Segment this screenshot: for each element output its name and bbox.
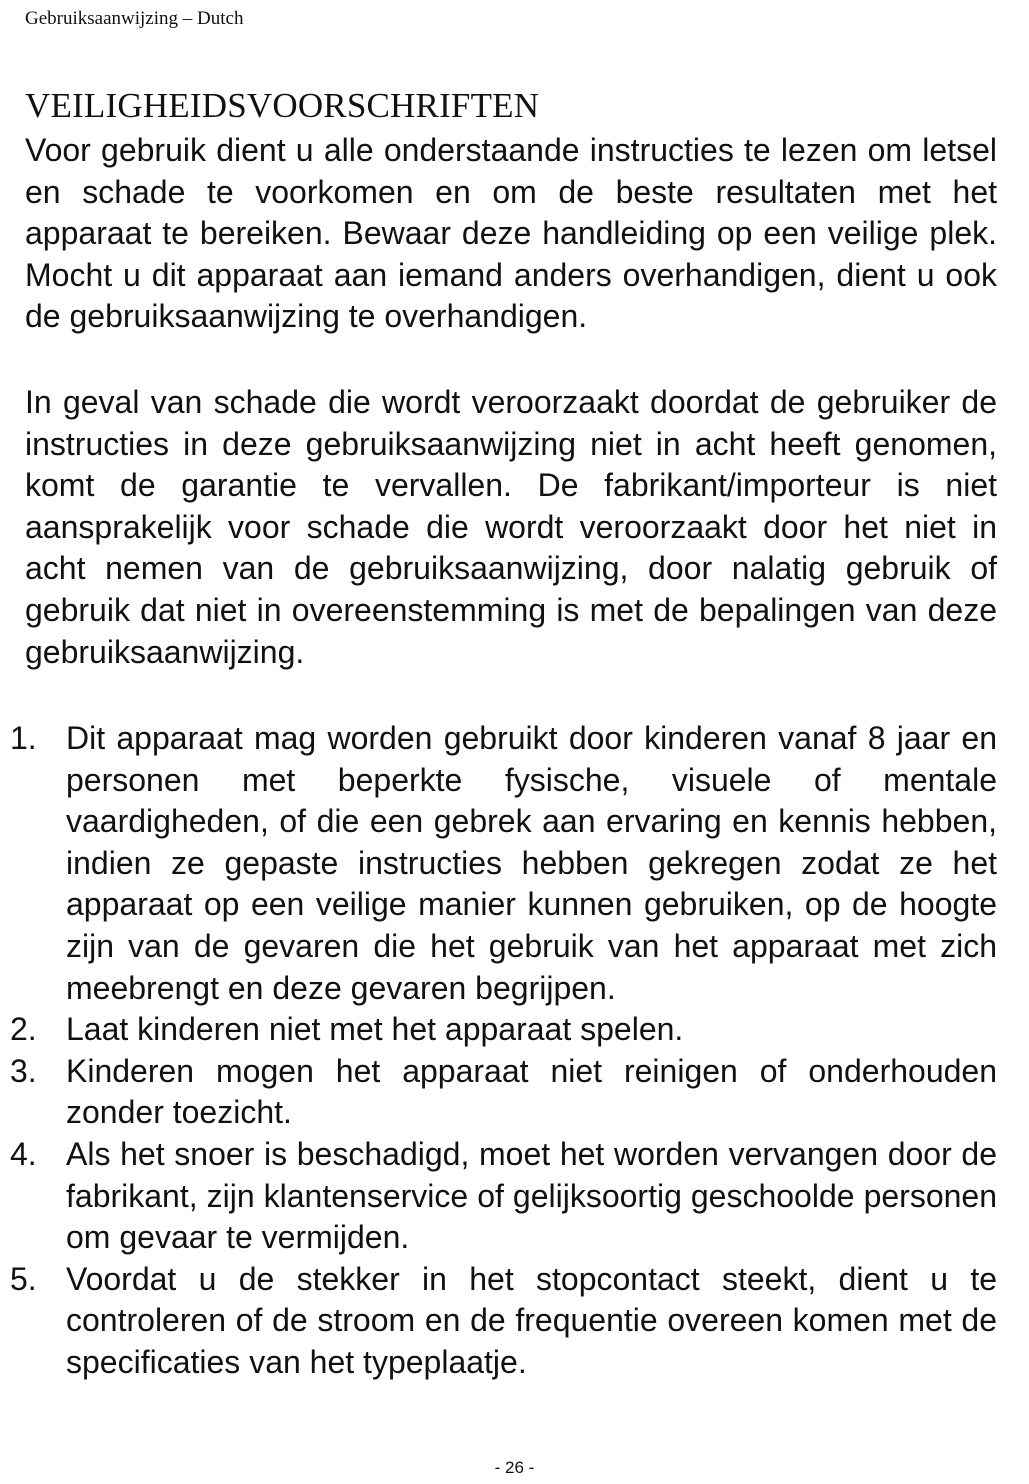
list-item <box>10 718 997 1009</box>
list-item <box>10 1051 997 1134</box>
list-item-text: Dit apparaat mag worden gebruikt door kinderen vanaf 8 jaar en personen met beperkte fysische, visuele of mentale vaardigheden, of die een gebrek aan ervaring en kennis hebben, indien ze gepaste instructies hebben gekregen zodat ze het apparaat op een veilige manier kunnen gebruiken, op de hoogte zijn van de gevaren die het gebruik van het apparaat met zich meebrengt en deze gevaren begrijpen. <box>66 720 997 1006</box>
list-item-text: Voordat u de stekker in het stopcontact steekt, dient u te controleren of de stroom en de frequentie overeen komen met de specificaties van het typeplaatje. <box>66 1260 997 1380</box>
page-title: VEILIGHEIDSVOORSCHRIFTEN <box>25 86 540 125</box>
list-item-text: Laat kinderen niet met het apparaat spelen. <box>66 1011 684 1048</box>
list-item-number: 3. <box>10 1052 37 1089</box>
list-item-number: 4. <box>10 1135 37 1172</box>
running-header: Gebruiksaanwijzing – Dutch <box>25 8 244 29</box>
list-item-number: 5. <box>10 1260 37 1297</box>
list-item-text: Kinderen mogen het apparaat niet reinigen of onderhouden zonder toezicht. <box>66 1052 997 1131</box>
instructions-list <box>10 718 997 1384</box>
intro-paragraph-1: Voor gebruik dient u alle onderstaande instructies te lezen om letsel en schade te voorkomen en om de beste resultaten met het apparaat te bereiken. Bewaar deze handleiding op een veilige plek. Mocht u dit apparaat aan iemand anders overhandigen, dient u ook de gebruiksaanwijzing te overhandigen. <box>25 132 997 335</box>
list-item <box>10 1009 997 1051</box>
intro-paragraph-2: In geval van schade die wordt veroorzaakt doordat de gebruiker de instructies in deze gebruiksaanwijzing niet in acht heeft genomen, komt de garantie te vervallen. De fabrikant/importeur is niet aansprakelijk voor schade die wordt veroorzaakt door het niet in acht nemen van de gebruiksaanwijzing, door nalatig gebruik of gebruik dat niet in overeenstemming is met de bepalingen van deze gebruiksaanwijzing. <box>25 384 997 670</box>
list-item-number: 1. <box>10 720 37 756</box>
list-item <box>10 1134 997 1259</box>
page-number: - 26 - <box>494 1458 535 1477</box>
list-item-text: Als het snoer is beschadigd, moet het worden vervangen door de fabrikant, zijn klantenservice of gelijksoortig geschoolde personen om gevaar te vermijden. <box>66 1135 997 1256</box>
list-item <box>10 1259 997 1384</box>
list-item-number: 2. <box>10 1011 37 1048</box>
